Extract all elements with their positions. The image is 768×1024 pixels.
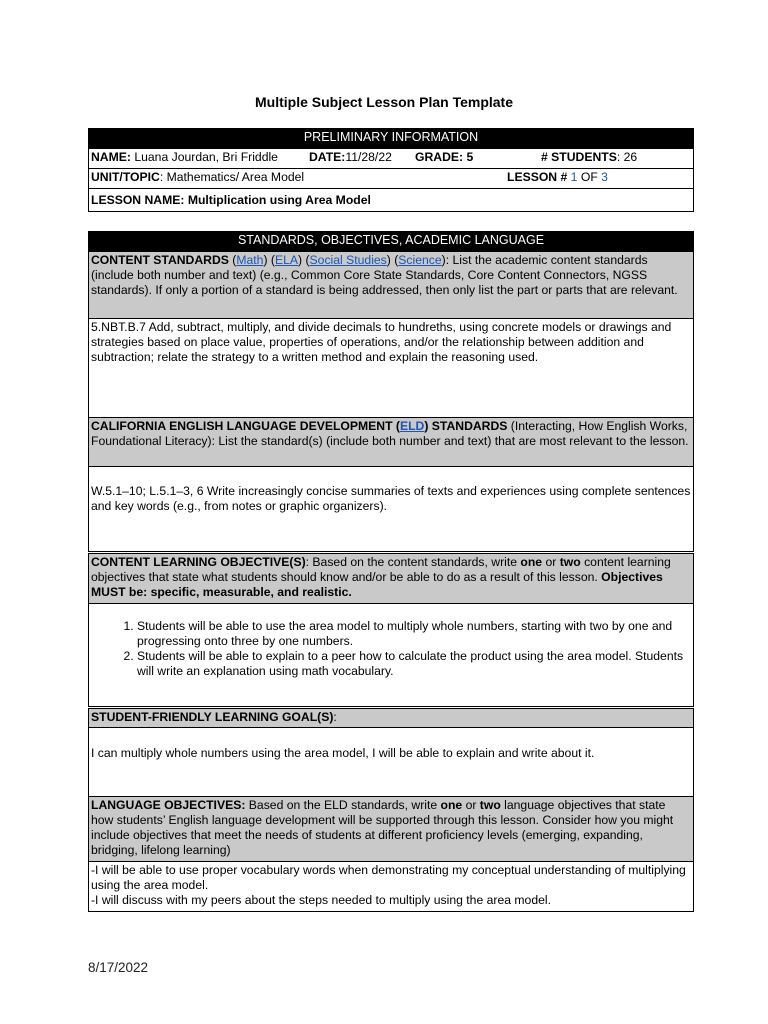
standards-header: STANDARDS, OBJECTIVES, ACADEMIC LANGUAGE	[89, 232, 694, 252]
unit-row	[89, 169, 694, 189]
content-standards-desc: : List the academic content standards (include both number and text) (e.g., Common Core State Standards, Core Content Connectors, NGSS standards). If only a portion of a standard is being addressed, then only list the part or parts that are relevant.	[91, 253, 678, 297]
math-link[interactable]: Math	[236, 253, 264, 267]
name-value: Luana Jourdan, Bri Friddle	[130, 150, 278, 164]
content-standards-body: 5.NBT.B.7 Add, subtract, multiply, and divide decimals to hundreths, using concrete models or drawings and strategies based on place value, properties of operations, and/or the relationship between addition and subtraction; relate the strategy to a written method and explain the reasoning used.	[89, 319, 694, 418]
language-objective-1: -I will be able to use proper vocabulary words when demonstrating my conceptual understanding of multiplying using the area model.	[91, 863, 686, 892]
content-objectives-body	[89, 604, 694, 708]
objective-item-1: 1. Students will be able to use the area model to multiply whole numbers, starting with two by one and progressing onto three by one numbers.	[137, 619, 691, 649]
date-value: 11/28/22	[345, 150, 392, 164]
goal-label: STUDENT-FRIENDLY LEARNING GOAL(S)	[91, 710, 334, 724]
footer-date: 8/17/2022	[88, 960, 149, 975]
science-link[interactable]: Science	[398, 253, 442, 267]
learning-goal-body: I can multiply whole numbers using the area model, I will be able to explain and write about it.	[89, 728, 694, 797]
language-objective-2: -I will discuss with my peers about the steps needed to multiply using the area model.	[91, 893, 551, 907]
language-objectives-prompt: LANGUAGE OBJECTIVES: Based on the ELD standards, write one or two language objectives that state how students’ English language development will be supported through this lesson. Consider how you might include objectives that meet the needs of students at different proficiency levels (emerging, expanding, bridging, lifelong learning)	[89, 797, 694, 862]
eld-standards-prompt	[89, 418, 694, 467]
eld-label: CALIFORNIA ENGLISH LANGUAGE DEVELOPMENT (	[91, 419, 400, 433]
objectives-list	[91, 619, 691, 679]
date-label: DATE:	[309, 150, 346, 164]
eld-desc: (Interacting, How English Works, Foundational Literacy): List the standard(s) (include both number and text) that are most relevant to the lesson.	[91, 419, 689, 448]
eld-link[interactable]: ELD	[399, 419, 425, 433]
preliminary-header: PRELIMINARY INFORMATION	[89, 129, 694, 149]
unit-label: UNIT/TOPIC	[91, 170, 160, 184]
preliminary-info-table	[88, 128, 694, 212]
name-label: NAME:	[91, 150, 131, 164]
lang-label: LANGUAGE OBJECTIVES:	[91, 798, 246, 812]
standards-table	[88, 231, 694, 912]
lesson-label: LESSON #	[507, 170, 571, 184]
social-studies-link[interactable]: Social Studies	[309, 253, 387, 267]
lesson-number: 1	[570, 170, 578, 184]
content-standards-label: CONTENT STANDARDS	[91, 253, 229, 267]
lesson-of: OF	[577, 170, 602, 184]
name-row	[89, 149, 694, 169]
objective-item-2: 2. Students will be able to explain to a peer how to calculate the product using the area model. Students will write an explanation using math vocabulary.	[137, 649, 691, 679]
eld-body: W.5.1–10; L.5.1–3, 6 Write increasingly concise summaries of texts and experiences using complete sentences and key words (e.g., from notes or graphic organizers).	[89, 467, 694, 553]
students-label: # STUDENTS	[541, 150, 617, 164]
students-value: : 26	[616, 150, 638, 164]
lesson-name: LESSON NAME: Multiplication using Area Model	[91, 192, 371, 207]
ela-link[interactable]: ELA	[274, 253, 299, 267]
lesson-total: 3	[601, 170, 608, 184]
language-objectives-body	[89, 862, 694, 912]
learning-goal-prompt: STUDENT-FRIENDLY LEARNING GOAL(S):	[89, 708, 694, 728]
document-title: Multiple Subject Lesson Plan Template	[254, 94, 513, 110]
content-standards-prompt: CONTENT STANDARDS (Math) (ELA) (Social Studies) (Science): List the academic content standards (include both number and text) (e.g., Common Core State Standards, Core Content Connectors, NGSS standards). If only a portion of a standard is being addressed, then only list the part or parts that are relevant.	[89, 252, 694, 319]
eld-label-2: ) STANDARDS	[424, 419, 508, 433]
unit-value: : Mathematics/ Area Model	[159, 170, 305, 184]
content-objectives-prompt: CONTENT LEARNING OBJECTIVE(S): Based on the content standards, write one or two content learning objectives that state what students should know and/or be able to do as a result of this lesson. Objectives MUST be: specific, measurable, and realistic.	[89, 553, 694, 604]
clo-must: Objectives MUST be: specific, measurable, and realistic.	[91, 570, 663, 599]
grade-label: GRADE: 5	[415, 150, 474, 164]
clo-label: CONTENT LEARNING OBJECTIVE(S)	[91, 555, 306, 569]
